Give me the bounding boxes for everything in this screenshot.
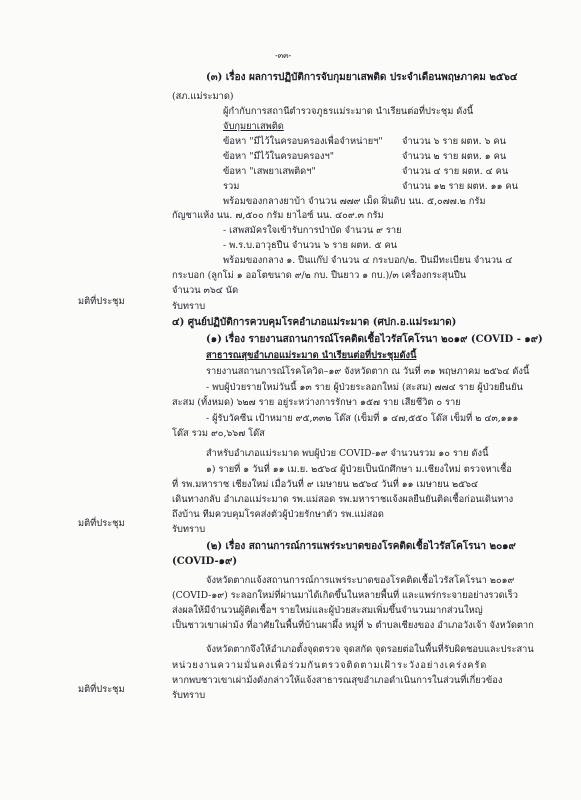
arrest-row-value: จำนวน ๒ ราย ผตห. ๑ คน	[402, 151, 507, 162]
item-2-text: หากพบชาวเขาเผ่าม้งดังกล่าวให้แจ้งสาธารณสุขอำเภอดำเนินการในส่วนที่เกี่ยวข้อง	[172, 675, 503, 686]
item-1-text: เดินทางกลับ อำเภอแม่ระมาด รพ.แม่สอด รพ.มหาราชแจ้งผลยืนยันติดเชื้อก่อนเดินทาง	[172, 494, 514, 505]
item-1-text: - ผู้รับวัคซีน เป้าหมาย ๙๕,๓๓๒ โด๊ส (เข็มที่ ๑ ๔๗,๕๕๐ โด๊ส เข็มที่ ๒ ๔๓,๑๑๑	[206, 413, 519, 424]
item-1-text: ๑) รายที่ ๑ วันที่ ๑๑ เม.ย. ๒๕๖๔ ผู้ป่วยเป็นนักศึกษา ม.เชียงใหม่ ตรวจหาเชื้อ	[206, 464, 512, 475]
arrest-row-label: ข้อหา "เสพยาเสพติดฯ"	[223, 166, 316, 177]
resolution-value: รับทราบ	[172, 524, 206, 535]
arrest-row-value: จำนวน ๔ ราย ผตห. ๔ คน	[402, 166, 509, 177]
arrest-row-label: ข้อหา "มีไว้ในครอบครองฯ"	[223, 151, 334, 162]
section-3-org: (สภ.แม่ระมาด)	[172, 91, 234, 102]
seized-drugs-line: กัญชาแห้ง นน. ๗,๕๐๐ กรัม ยาไอซ์ นน. ๔๐๙.๓ กรัม	[172, 210, 384, 221]
arrest-total-value: จำนวน ๑๒ ราย ผตห. ๑๑ คน	[402, 181, 519, 192]
item-2-heading-cont: (COVID-๑๙)	[172, 556, 238, 567]
item-1-text: ถึงบ้าน ทีมควบคุมโรคส่งตัวผู้ป่วยรักษาตัว รพ.แม่สอด	[172, 509, 384, 520]
arrest-row-label: ข้อหา "มีไว้ในครอบครองเพื่อจำหน่ายฯ"	[223, 136, 383, 147]
seized-weapons-line: พร้อมของกลาง ๑. ปืนแก๊ป จำนวน ๔ กระบอก/๒. ปืนมีทะเบียน จำนวน ๔	[223, 255, 513, 266]
arrest-row-value: จำนวน ๖ ราย ผตห. ๖ คน	[402, 136, 506, 147]
item-1-text: ที่ รพ.มหาราช เชียงใหม่ เมื่อวันที่ ๙ เมษายน ๒๕๖๔ วันที่ ๑๑ เมษายน ๒๕๖๔	[172, 479, 479, 490]
resolution-value: รับทราบ	[172, 301, 206, 312]
section-3-intro: ผู้กำกับการสถานีตำรวจภูธรแม่ระมาด นำเรียนต่อที่ประชุม ดังนี้	[223, 106, 474, 117]
item-1-text: รายงานสถานการณ์โรคโควิด–๑๙ จังหวัดตาก ณ วันที่ ๓๑ พฤษภาคม ๒๕๖๔ ดังนี้	[206, 366, 530, 377]
item-2-text: ส่งผลให้มีจำนวนผู้ติดเชื้อฯ รายใหม่และผู้ป่วยสะสมเพิ่มขึ้นจำนวนมากส่วนใหญ่	[172, 605, 483, 616]
resolution-label: มติที่ประชุม	[78, 518, 125, 529]
item-1-text: สำหรับอำเภอแม่ระมาด พบผู้ป่วย COVID-๑๙ จำนวนรวม ๑๐ ราย ดังนี้	[206, 448, 489, 459]
item-1-subheading: สาธารณสุขอำเภอแม่ระมาด นำเรียนต่อที่ประชุมดังนี้	[206, 350, 417, 361]
item-2-text: เป็นชาวเขาเผ่าม้ง ที่อาศัยในพื้นที่บ้านผาผึ้ง หมู่ที่ ๖ ตำบลเชียงของ อำเภอวังเจ้า จังหวัดตาก	[172, 620, 534, 631]
seized-weapons-line: จำนวน ๓๖๔ นัด	[172, 285, 239, 296]
firearms-act-line: - พ.ร.บ.อาวุธปืน จำนวน ๖ ราย ผตห. ๕ คน	[223, 240, 398, 251]
section-3-subheading: จับกุมยาเสพติด	[223, 121, 284, 132]
item-2-text: (COVID-๑๙) ระลอกใหม่ที่ผ่านมาได้เกิดขึ้นในหลายพื้นที่ และแพร่กระจายอย่างรวดเร็ว	[172, 590, 519, 601]
rehab-line: - เสพสมัครใจเข้ารับการบำบัด จำนวน ๙ ราย	[223, 225, 402, 236]
item-2-heading: (๒) เรื่อง สถานการณ์การแพร่ระบาดของโรคติดเชื้อไวรัสโคโรนา ๒๐๑๙	[206, 541, 516, 552]
item-1-text: โด๊ส รวม ๙๐,๖๖๗ โด๊ส	[172, 428, 265, 439]
resolution-label: มติที่ประชุม	[78, 684, 125, 695]
arrest-total-label: รวม	[223, 181, 240, 192]
item-2-text: จังหวัดตากแจ้งสถานการณ์การแพร่ระบาดของโรคติดเชื้อไวรัสโคโรนา ๒๐๑๙	[206, 575, 515, 586]
section-4-heading: ๔) ศูนย์ปฏิบัติการควบคุมโรคอำเภอแม่ระมาด (ศปก.อ.แม่ระมาด)	[172, 317, 457, 328]
seized-weapons-line: กระบอก (ลูกโม่ ๑ ออโตขนาด ๙/๒ กบ. ปืนยาว ๑ กบ.)/๓ เครื่องกระสุนปืน	[172, 270, 467, 281]
item-1-text: สะสม (ทั้งหมด) ๖๒๗ ราย อยู่ระหว่างการรักษา ๑๕๗ ราย เสียชีวิต ๐ ราย	[172, 397, 461, 408]
resolution-label: มติที่ประชุม	[78, 296, 125, 307]
item-2-text: หน่วยงานความมั่นคงเพื่อร่วมกันตรวจติดตามเฝ้าระวังอย่างเคร่งครัด	[172, 660, 488, 671]
page-number: -๓๓-	[275, 51, 292, 60]
section-3-heading: (๓) เรื่อง ผลการปฏิบัติการจับกุมยาเสพติด ประจำเดือนพฤษภาคม ๒๕๖๔	[206, 72, 518, 83]
item-1-heading: (๑) เรื่อง รายงานสถานการณ์โรคติดเชื้อไวรัสโคโรนา ๒๐๑๙ (COVID - ๑๙)	[206, 334, 543, 345]
resolution-value: รับทราบ	[172, 690, 206, 701]
seized-drugs-line: พร้อมของกลางยาบ้า จำนวน ๗๗๙ เม็ด ฝิ่นดิบ นน. ๕,๐๗๗.๒ กรัม	[223, 196, 486, 207]
item-2-text: จังหวัดตากจึงให้อำเภอตั้งจุดตรวจ จุดสกัด จุดรอยต่อในพื้นที่รับผิดชอบและประสาน	[206, 644, 534, 655]
item-1-text: - พบผู้ป่วยรายใหม่วันนี้ ๑๓ ราย ผู้ป่วยระลอกใหม่ (สะสม) ๗๗๔ ราย ผู้ป่วยยืนยัน	[206, 382, 523, 393]
